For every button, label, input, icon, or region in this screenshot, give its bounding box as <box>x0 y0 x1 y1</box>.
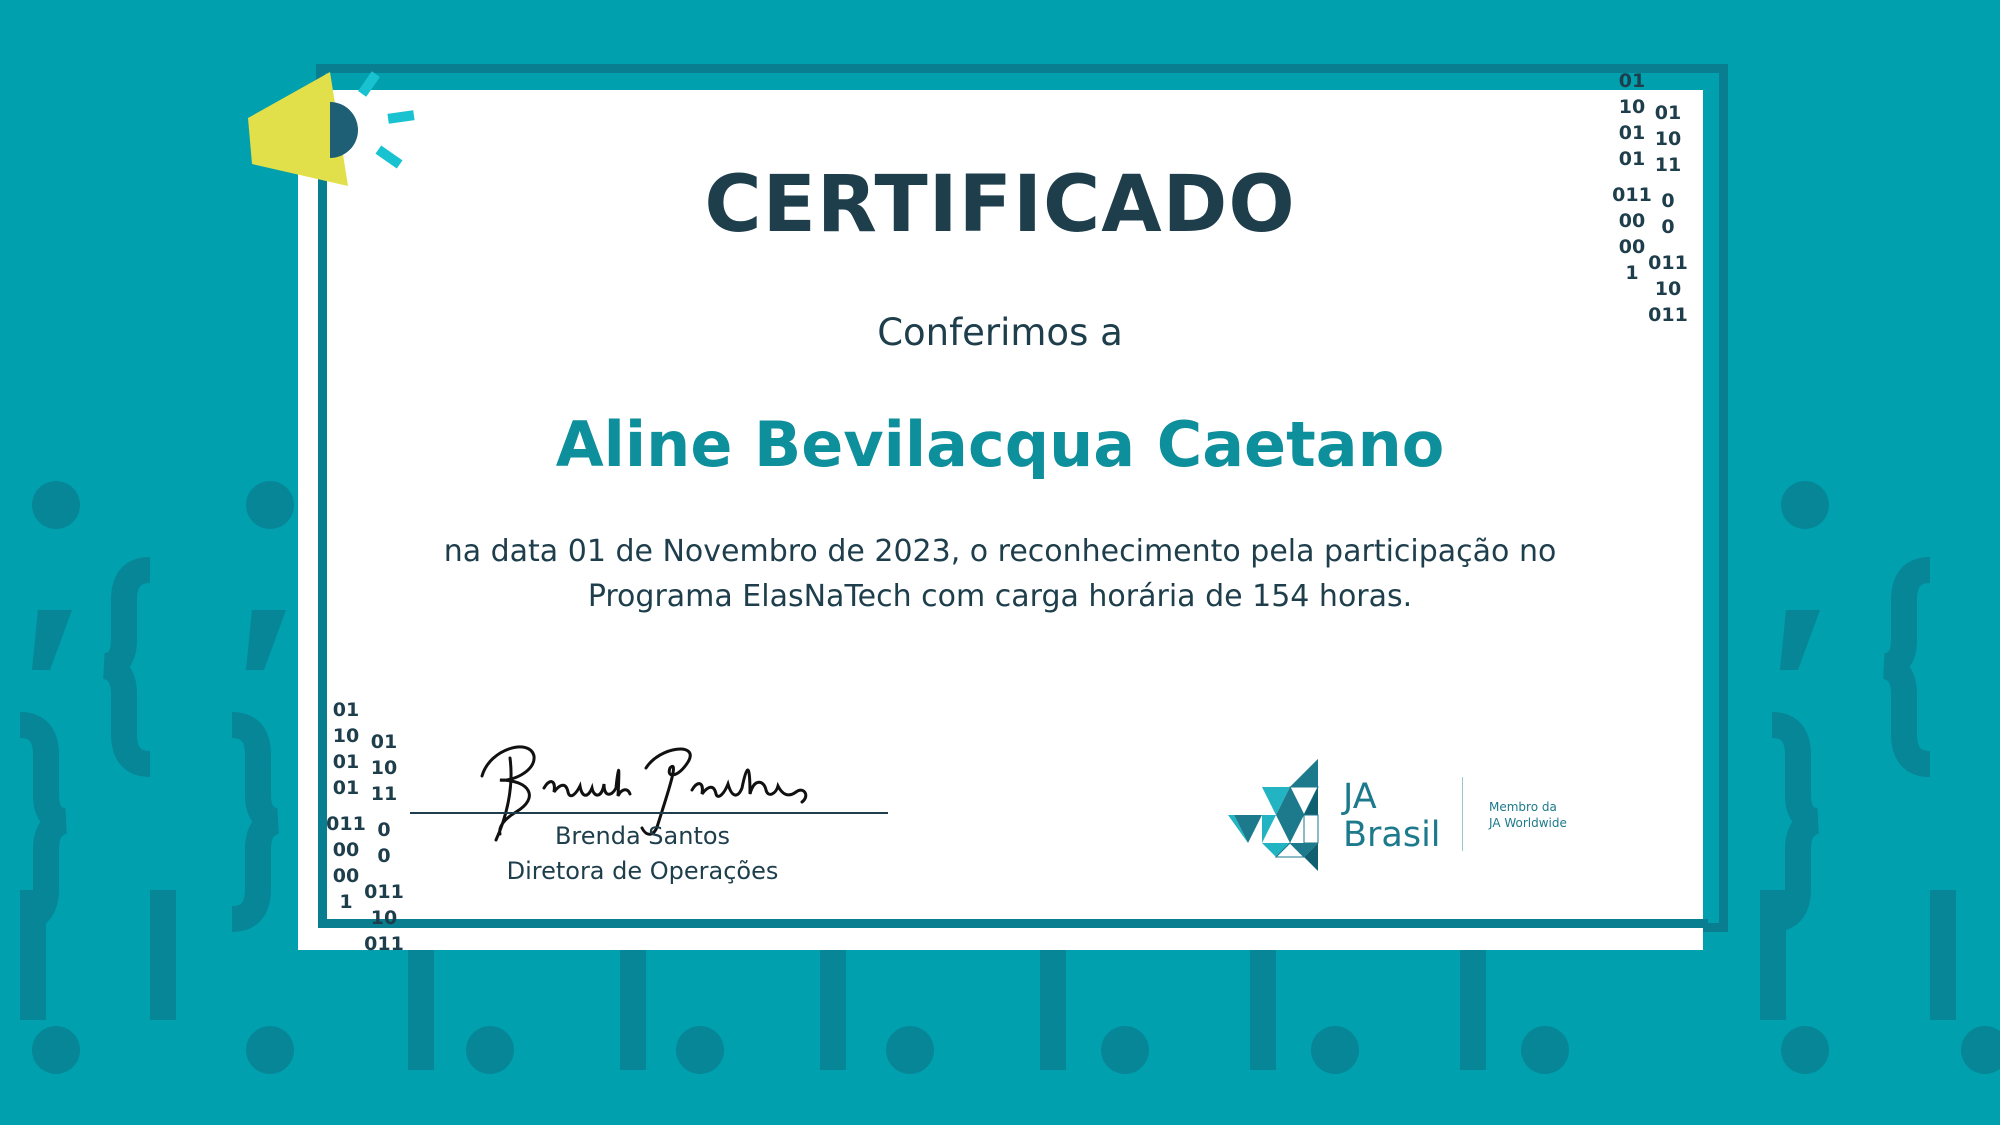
binary-digit: 01 <box>332 751 360 773</box>
signature-line <box>410 812 888 814</box>
binary-digit: 011 <box>1612 184 1652 206</box>
binary-digit: 1 <box>1625 262 1639 284</box>
certificate-body-line1: na data 01 de Novembro de 2023, o reconhecimento pela participação no <box>443 534 1557 569</box>
binary-digit: 01 <box>332 777 360 799</box>
binary-digit: 10 <box>332 725 360 747</box>
ja-worldwide-member-text <box>1489 799 1567 831</box>
binary-digit: 011 <box>1648 252 1688 274</box>
member-line2: JA Worldwide <box>1489 816 1567 830</box>
binary-digit: 01 <box>332 699 360 721</box>
certificate-body-line2: Programa ElasNaTech com carga horária de 154 horas. <box>587 579 1413 614</box>
signatory-name: Brenda Santos <box>554 822 731 850</box>
binary-digit: 11 <box>370 783 398 805</box>
binary-digit: 01 <box>1654 102 1682 124</box>
logo-divider <box>1462 777 1463 851</box>
binary-digit: 011 <box>364 881 404 903</box>
binary-digit: 011 <box>364 933 404 955</box>
binary-decoration-bottom-left-col2 <box>362 729 406 957</box>
binary-digit: 0 <box>1661 190 1675 212</box>
binary-digit: 10 <box>1654 278 1682 300</box>
binary-digit: 1 <box>339 891 353 913</box>
logo-line2: Brasil <box>1343 815 1441 855</box>
binary-digit: 011 <box>326 813 366 835</box>
certificate-body <box>350 529 1650 619</box>
binary-digit: 0 <box>377 845 391 867</box>
binary-digit: 01 <box>370 731 398 753</box>
binary-digit: 00 <box>332 865 360 887</box>
recipient-name: Aline Bevilacqua Caetano <box>555 408 1445 481</box>
certificate-title: CERTIFICADO <box>704 160 1296 250</box>
ja-brasil-logo-icon <box>1226 757 1336 873</box>
member-line1: Membro da <box>1489 800 1557 814</box>
logo-line1: JA <box>1343 777 1377 817</box>
binary-digit: 011 <box>1648 304 1688 326</box>
binary-digit: 11 <box>1654 154 1682 176</box>
binary-digit: 01 <box>1618 122 1646 144</box>
binary-digit: 10 <box>1618 96 1646 118</box>
binary-digit: 0 <box>377 819 391 841</box>
binary-digit: 00 <box>332 839 360 861</box>
binary-digit: 00 <box>1618 236 1646 258</box>
signatory-role: Diretora de Operações <box>506 857 779 885</box>
binary-digit: 10 <box>370 907 398 929</box>
certificate-intro: Conferimos a <box>877 311 1123 354</box>
binary-digit: 10 <box>1654 128 1682 150</box>
binary-digit: 10 <box>370 757 398 779</box>
binary-digit: 00 <box>1618 210 1646 232</box>
binary-digit: 0 <box>1661 216 1675 238</box>
binary-digit: 01 <box>1618 148 1646 170</box>
ja-brasil-logo-text <box>1343 778 1441 854</box>
binary-digit: 01 <box>1618 70 1646 92</box>
